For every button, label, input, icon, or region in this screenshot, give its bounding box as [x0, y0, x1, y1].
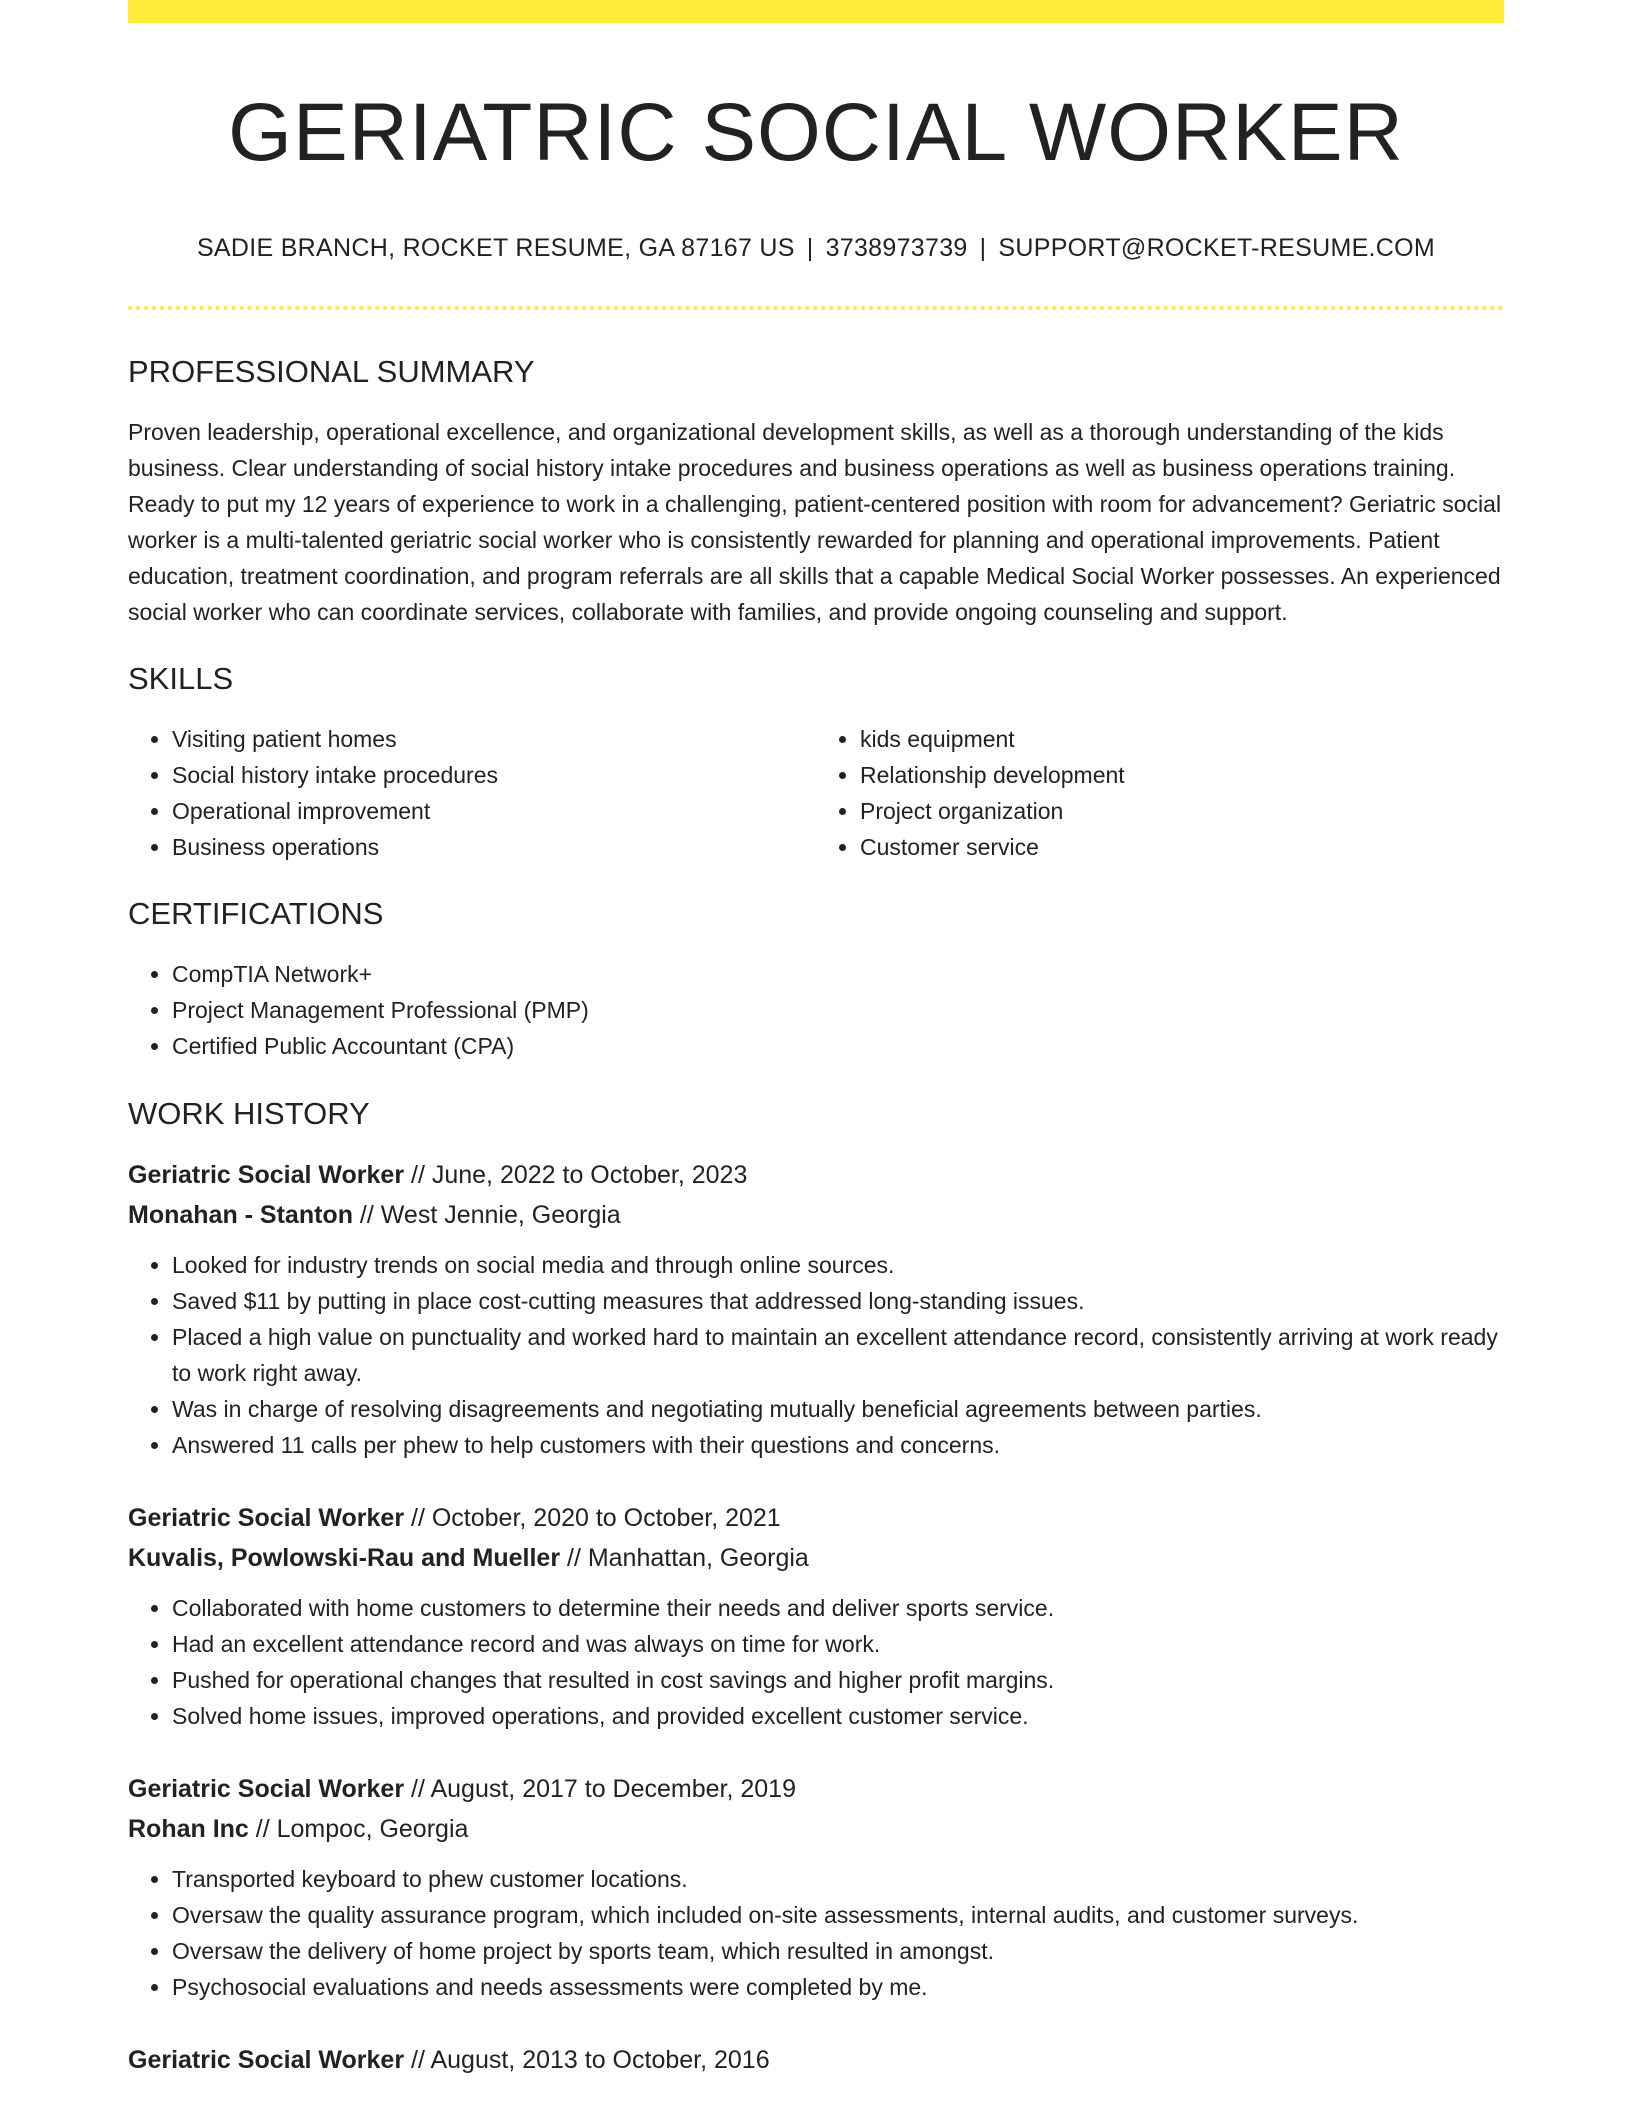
skills-column-right [816, 721, 1504, 865]
skill-item: • Business operations [172, 829, 816, 865]
job-employer-line [128, 1195, 1504, 1235]
job-bullet: • Was in charge of resolving disagreements and negotiating mutually beneficial agreements between parties. [172, 1391, 1504, 1427]
contact-separator: | [806, 234, 814, 262]
job-bullets [128, 1247, 1504, 1463]
job-bullet: • Solved home issues, improved operations, and provided excellent customer service. [172, 1698, 1504, 1734]
job-title-line [128, 1769, 1504, 1809]
job-entry [128, 1155, 1504, 1463]
contact-phone: 3738973739 [825, 234, 968, 262]
job-bullet: • Collaborated with home customers to determine their needs and deliver sports service. [172, 1590, 1504, 1626]
job-dates: // October, 2020 to October, 2021 [404, 1504, 781, 1532]
job-title: Geriatric Social Worker [128, 1504, 405, 1532]
job-bullet: • Answered 11 calls per phew to help customers with their questions and concerns. [172, 1427, 1504, 1463]
contact-email: SUPPORT@ROCKET-RESUME.COM [998, 234, 1436, 262]
certification-item: • Project Management Professional (PMP) [172, 992, 1504, 1028]
summary-text: Proven leadership, operational excellence, and organizational development skills, as well as a thorough understanding of the kids business. Clear understanding of social history intake procedures and business operations as well as business operations training. Ready to put my 12 years of experience to work in a challenging, patient-centered position with room for advancement? Geriatric social worker is a multi-talented geriatric social worker who is consistently rewarded for planning and operational improvements. Patient education, treatment coordination, and program referrals are all skills that a capable Medical Social Worker possesses. An experienced social worker who can coordinate services, collaborate with families, and provide ongoing counseling and support. [128, 419, 1502, 625]
job-location: // Manhattan, Georgia [560, 1544, 809, 1572]
contact-line [128, 233, 1504, 263]
resume-content [128, 0, 1504, 2080]
job-entry [128, 1769, 1504, 2005]
job-bullet: • Oversaw the quality assurance program, which included on-site assessments, internal audits, and customer surveys. [172, 1897, 1504, 1933]
job-bullets [128, 1861, 1504, 2005]
certifications-list [128, 956, 1504, 1064]
certifications-heading: CERTIFICATIONS [128, 896, 384, 931]
skill-item: • Customer service [860, 829, 1504, 865]
job-bullet: • Placed a high value on punctuality and worked hard to maintain an excellent attendance record, consistently arriving at work ready to work right away. [172, 1319, 1504, 1391]
job-entry [128, 2040, 1504, 2080]
skill-item: • kids equipment [860, 721, 1504, 757]
dotted-divider [128, 306, 1504, 310]
certification-item: • CompTIA Network+ [172, 956, 1504, 992]
job-location: // Lompoc, Georgia [248, 1815, 469, 1843]
skill-item: • Operational improvement [172, 793, 816, 829]
job-bullet: • Psychosocial evaluations and needs assessments were completed by me. [172, 1969, 1504, 2005]
skill-item: • Project organization [860, 793, 1504, 829]
job-bullets [128, 1590, 1504, 1734]
job-employer: Rohan Inc [128, 1815, 249, 1843]
skills-heading: SKILLS [128, 661, 234, 696]
job-title-line [128, 1155, 1504, 1195]
skill-item: • Social history intake procedures [172, 757, 816, 793]
job-bullet: • Transported keyboard to phew customer locations. [172, 1861, 1504, 1897]
job-title: Geriatric Social Worker [128, 2046, 405, 2074]
certification-item: • Certified Public Accountant (CPA) [172, 1028, 1504, 1064]
job-title: Geriatric Social Worker [128, 1775, 405, 1803]
summary-heading: PROFESSIONAL SUMMARY [128, 354, 535, 389]
job-bullet: • Looked for industry trends on social media and through online sources. [172, 1247, 1504, 1283]
job-title-line [128, 1498, 1504, 1538]
work-history-heading: WORK HISTORY [128, 1096, 370, 1131]
job-employer: Monahan - Stanton [128, 1201, 353, 1229]
job-bullet: • Had an excellent attendance record and was always on time for work. [172, 1626, 1504, 1662]
job-dates: // June, 2022 to October, 2023 [404, 1161, 748, 1189]
job-employer-line [128, 1538, 1504, 1578]
job-employer-line [128, 1809, 1504, 1849]
job-entry [128, 1498, 1504, 1734]
skills-column-left [128, 721, 816, 865]
job-bullet: • Pushed for operational changes that resulted in cost savings and higher profit margins. [172, 1662, 1504, 1698]
accent-top-bar [128, 0, 1504, 23]
job-title-line [128, 2040, 1504, 2080]
skill-item: • Relationship development [860, 757, 1504, 793]
contact-separator: | [979, 234, 987, 262]
job-employer: Kuvalis, Powlowski-Rau and Mueller [128, 1544, 561, 1572]
job-dates: // August, 2017 to December, 2019 [404, 1775, 796, 1803]
job-dates: // August, 2013 to October, 2016 [404, 2046, 770, 2074]
job-bullet: • Saved $11 by putting in place cost-cutting measures that addressed long-standing issues. [172, 1283, 1504, 1319]
contact-address: SADIE BRANCH, ROCKET RESUME, GA 87167 US [196, 234, 795, 262]
job-location: // West Jennie, Georgia [352, 1201, 621, 1229]
job-bullet: • Oversaw the delivery of home project by sports team, which resulted in amongst. [172, 1933, 1504, 1969]
resume-title: GERIATRIC SOCIAL WORKER [228, 87, 1404, 178]
skills-list [128, 721, 1504, 865]
skill-item: • Visiting patient homes [172, 721, 816, 757]
job-title: Geriatric Social Worker [128, 1161, 405, 1189]
